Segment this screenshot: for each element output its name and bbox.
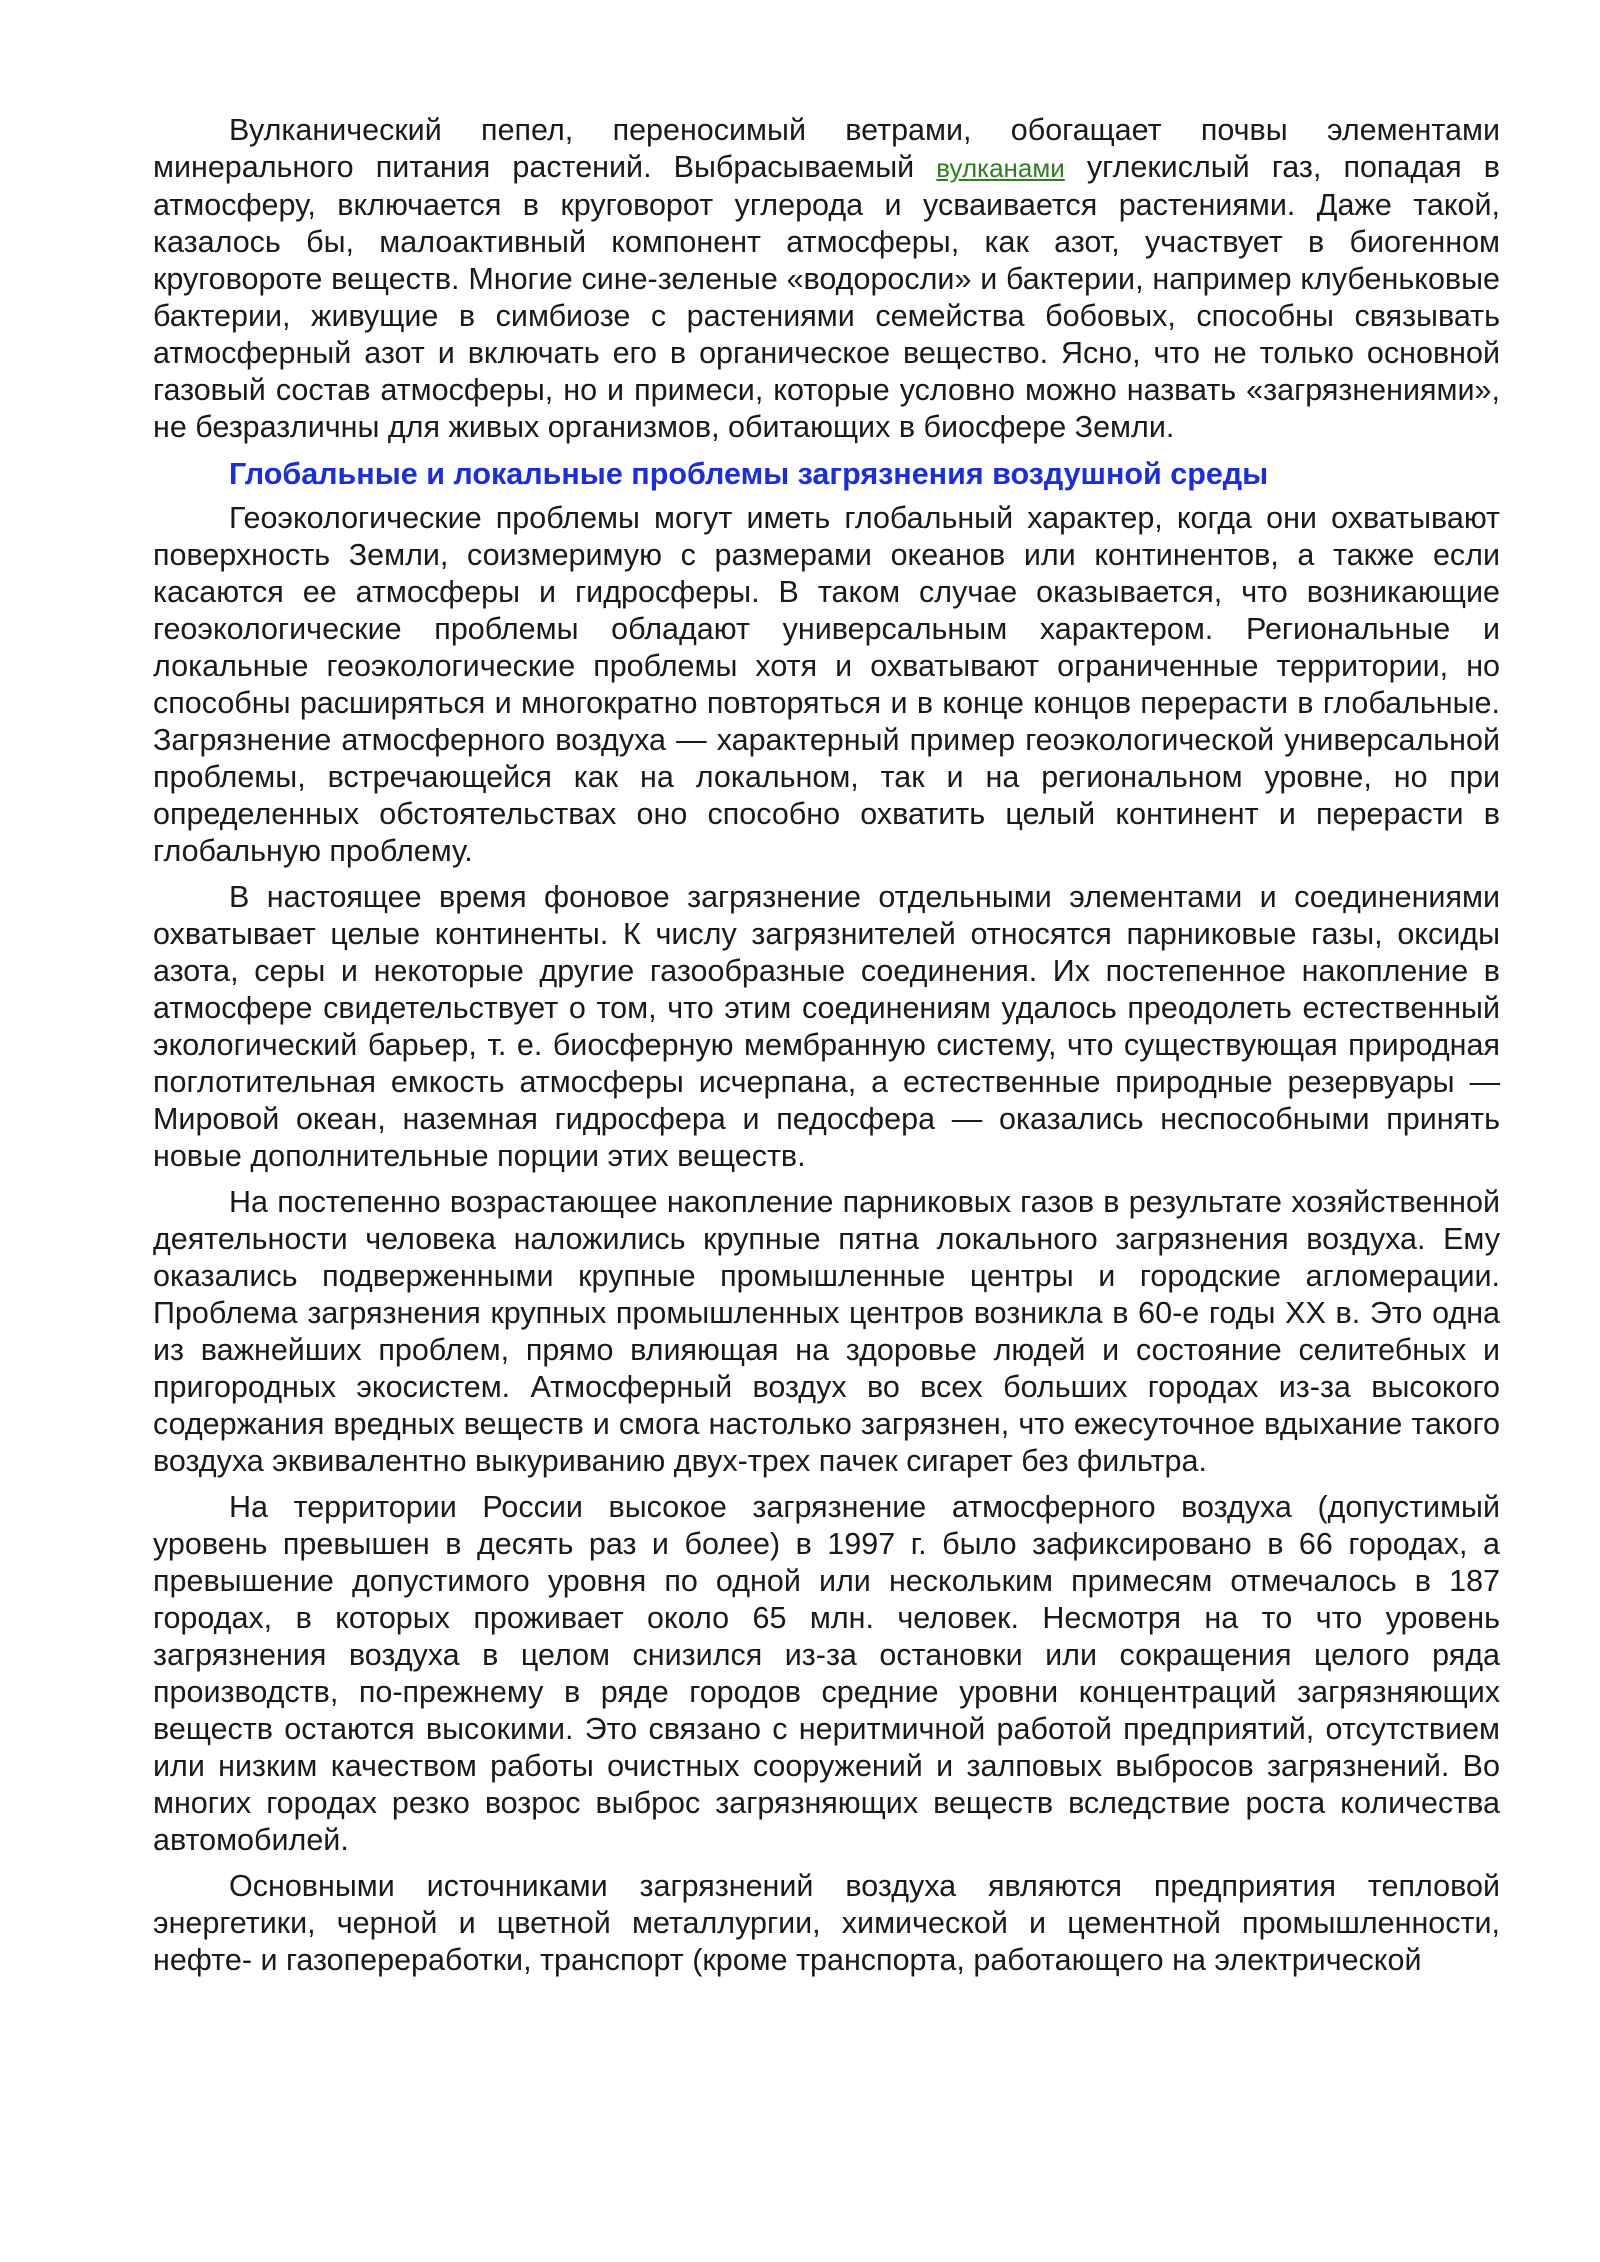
paragraph-russia-pollution: На территории России высокое загрязнение атмосферного воздуха (допустимый уровень превышен в десять раз и более) в 1997 г. было зафиксировано в 66 городах, а превышение допустимого уровня по одной или нескольким примесям отмечалось в 187 городах, в которых проживает около 65 млн. человек. Несмотря на то что уровень загрязнения воздуха в целом снизился из-за остановки или сокращения целого ряда производств, по-прежнему в ряде городов средние уровни концентраций загрязняющих веществ остаются высокими. Это связано с неритмичной работой предприятий, отсутствием или низким качеством работы очистных сооружений и залповых выбросов загрязнений. Во многих городах резко возрос выброс загрязняющих веществ вследствие роста количества автомобилей. [153,1490,1500,1857]
paragraph-local-pollution: На постепенно возрастающее накопление парниковых газов в результате хозяйственной деятельности человека наложились крупные пятна локального загрязнения воздуха. Ему оказались подверженными крупные промышленные центры и городские агломерации. Проблема загрязнения крупных промышленных центров возникла в 60-е годы XX в. Это одна из важнейших проблем, прямо влияющая на здоровье людей и состояние селитебных и пригородных экосистем. Атмосферный воздух во всех больших городах из-за высокого содержания вредных веществ и смога настолько загрязнен, что ежесуточное вдыхание такого воздуха эквивалентно выкуриванию двух-трех пачек сигарет без фильтра. [153,1185,1500,1478]
paragraph-volcanic-ash [153,112,1500,446]
paragraph-text-start: Вулканический пепел, переносимый ветрами, обогащает почвы элементами минерального питания растений. Выбрасываемый [153,113,1500,184]
paragraph-text-end: углекислый газ, попадая в атмосферу, включается в круговорот углерода и усваивается растениями. Даже такой, казалось бы, малоактивный компонент атмосферы, как азот, участвует в биогенном круговороте веществ. Многие сине-зеленые «водоросли» и бактерии, например клубеньковые бактерии, живущие в симбиозе с растениями семейства бобовых, способны связывать атмосферный азот и включать его в органическое вещество. Ясно, что не только основной газовый состав атмосферы, но и примеси, которые условно можно назвать «загрязнениями», не безразличны для живых организмов, обитающих в биосфере Земли. [153,150,1500,444]
volcanoes-link[interactable]: вулканами [936,153,1065,183]
paragraph-geoecological-problems: Геоэкологические проблемы могут иметь глобальный характер, когда они охватывают поверхность Земли, соизмеримую с размерами океанов или континентов, а также если касаются ее атмосферы и гидросферы. В таком случае оказывается, что возникающие геоэкологические проблемы обладают универсальным характером. Региональные и локальные геоэкологические проблемы хотя и охватывают ограниченные территории, но способны расширяться и многократно повторяться и в конце концов перерасти в глобальные. Загрязнение атмосферного воздуха — характерный пример геоэкологической универсальной проблемы, встречающейся как на локальном, так и на региональном уровне, но при определенных обстоятельствах оно способно охватить целый континент и перерасти в глобальную проблему. [153,501,1500,868]
paragraph-background-pollution: В настоящее время фоновое загрязнение отдельными элементами и соединениями охватывает целые континенты. К числу загрязнителей относятся парниковые газы, оксиды азота, серы и некоторые другие газообразные соединения. Их постепенное накопление в атмосфере свидетельствует о том, что этим соединениям удалось преодолеть естественный экологический барьер, т. е. биосферную мембранную систему, что существующая природная поглотительная емкость атмосферы исчерпана, а естественные природные резервуары — Мировой океан, наземная гидросфера и педосфера — оказались неспособными принять новые дополнительные порции этих веществ. [153,880,1500,1173]
paragraph-pollution-sources: Основными источниками загрязнений воздуха являются предприятия тепловой энергетики, черной и цветной металлургии, химической и цементной промышленности, нефте- и газопереработки, транспорт (кроме транспорта, работающего на электрической [153,1869,1500,1977]
section-heading: Глобальные и локальные проблемы загрязнения воздушной среды [229,457,1269,491]
document-page [153,112,1500,1988]
